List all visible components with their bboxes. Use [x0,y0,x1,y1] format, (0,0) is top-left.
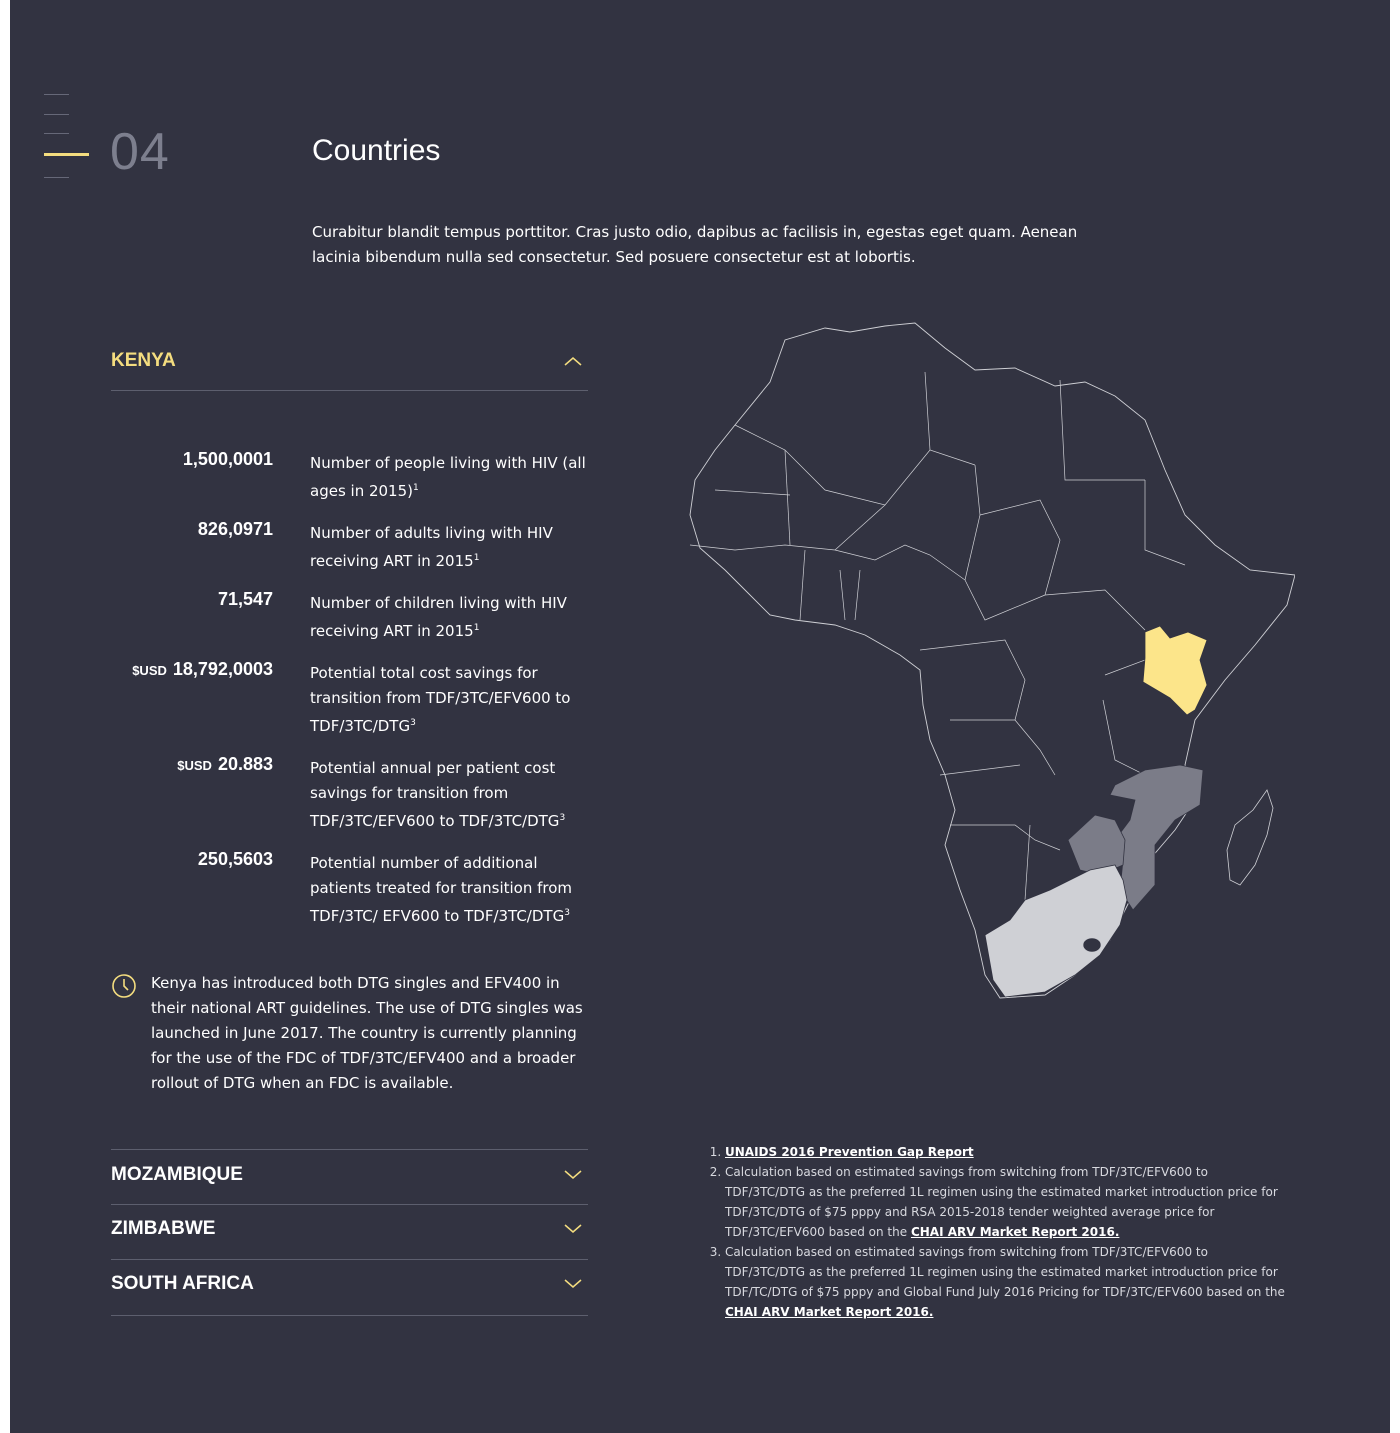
africa-map[interactable] [675,320,1295,1010]
africa-outline [690,323,1295,998]
reference-item: 3. Calculation based on estimated savings from switching from TDF/3TC/EFV600 to TDF/3TC/DTG as the preferred 1L regimen using the estimated market introduction price for TDF/TC/DTG of $75 pppy and Global Fund July 2016 Pricing for TDF/3TC/EFV600 based on the CHAI ARV Market Report 2016. [725,1242,1290,1322]
references [710,1142,1290,1322]
divider [111,390,588,391]
nav-tick[interactable] [44,133,69,134]
reference-item [725,1142,1290,1162]
reference-link[interactable]: CHAI ARV Market Report 2016. [725,1305,934,1319]
accordion-header-kenya[interactable] [111,350,588,372]
stat-description: Potential number of additional patients treated for transition from TDF/3TC/ EFV600 to TDF/3TC/DTG$^3$ [310,854,573,925]
clock-icon [111,973,137,999]
stat-description: Number of people living with HIV (all ages in 2015)$^1$ [310,454,586,500]
accordion-header-zimbabwe[interactable] [111,1218,588,1240]
accordion-title: KENYA [111,350,176,371]
madagascar-region [1227,790,1273,885]
note-text: Kenya has introduced both DTG singles and EFV400 in their national ART guidelines. The use of DTG singles was launched in June 2017. The country is currently planning for the use of the FDC of TDF/3TC/EFV400 and a broader rollout of DTG when an FDC is available. [151,974,583,1092]
nav-tick[interactable] [44,114,69,115]
nav-tick[interactable] [44,94,69,95]
countries-section [10,0,1390,1433]
chevron-down-icon [564,1170,582,1180]
stat-value: 826,0971 [197,519,273,539]
zimbabwe-region[interactable] [1068,815,1125,875]
lesotho-region [1083,938,1101,952]
divider [111,1149,588,1150]
stat-description: Potential annual per patient cost savings for transition from TDF/3TC/EFV600 to TDF/3TC/DTG$^3$ [310,759,566,830]
accordion-title: SOUTH AFRICA [111,1273,254,1294]
chevron-down-icon [564,1224,582,1234]
chevron-up-icon [564,356,582,366]
stat-value: $USD 18,792,0003 [132,659,273,679]
nav-tick[interactable] [44,177,69,178]
stat-value: 250,5603 [197,849,273,869]
stat-description: Potential total cost savings for transition from TDF/3TC/EFV600 to TDF/3TC/DTG$^3$ [310,664,571,735]
accordion-header-south-africa[interactable] [111,1273,588,1295]
south-africa-region[interactable] [985,865,1127,997]
stat-value: $USD 20.883 [177,754,273,774]
stat-value: 71,547 [217,589,273,609]
divider [111,1259,588,1260]
reference-link[interactable]: UNAIDS 2016 Prevention Gap Report [725,1145,974,1159]
divider [111,1315,588,1316]
section-title: Countries [312,134,441,167]
divider [111,1204,588,1205]
section-intro: Curabitur blandit tempus porttitor. Cras justo odio, dapibus ac facilisis in, egestas eget quam. Aenean lacinia bibendum nulla sed consectetur. Sed posuere consectetur est at lobortis. [312,223,1078,266]
accordion-header-mozambique[interactable] [111,1164,588,1186]
nav-tick-active[interactable] [44,153,89,156]
stat-value: 1,500,0001 [182,449,273,469]
stat-description: Number of children living with HIV receiving ART in 2015$^1$ [310,594,567,640]
section-number: 04 [110,123,170,181]
chevron-down-icon [564,1279,582,1289]
kenya-region[interactable] [1143,626,1207,715]
accordion-title: MOZAMBIQUE [111,1164,243,1185]
reference-item: 2. Calculation based on estimated savings from switching from TDF/3TC/EFV600 to TDF/3TC/DTG as the preferred 1L regimen using the estimated market introduction price for TDF/3TC/DTG of $75 pppy and RSA 2015-2018 tender weighted average price for TDF/3TC/EFV600 based on the CHAI ARV Market Report 2016. [725,1162,1290,1242]
reference-link[interactable]: CHAI ARV Market Report 2016. [910,1225,1120,1239]
stat-description: Number of adults living with HIV receiving ART in 2015$^1$ [310,524,553,570]
accordion-title: ZIMBABWE [111,1218,216,1239]
